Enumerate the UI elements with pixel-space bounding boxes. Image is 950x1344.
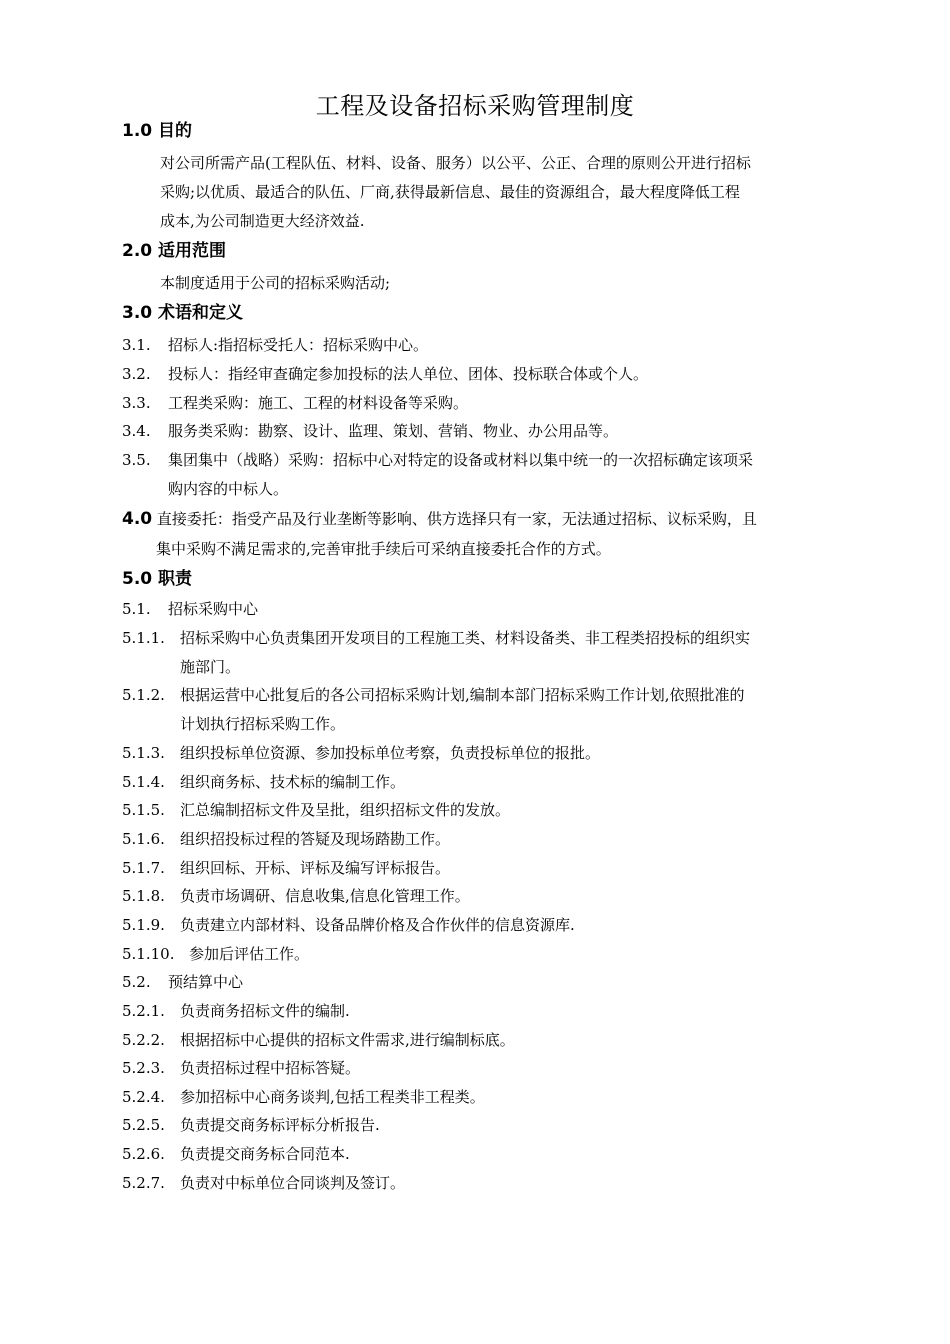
list-item [122, 1029, 515, 1051]
item-text: 投标人：指经审查确定参加投标的法人单位、团体、投标联合体或个人。 [168, 365, 649, 383]
list-item [122, 1086, 485, 1108]
item-text: 工程类采购：施工、工程的材料设备等采购。 [168, 394, 469, 412]
item-text: 参加招标中心商务谈判,包括工程类非工程类。 [180, 1088, 485, 1106]
item-number: 5.1.7. [122, 859, 165, 877]
item-text: 负责提交商务标合同范本. [180, 1145, 350, 1163]
item-number: 5.1.6. [122, 830, 165, 848]
item-number: 5.1.8. [122, 887, 165, 905]
list-item [122, 771, 405, 793]
list-item [122, 392, 468, 414]
item-number: 5.1.9. [122, 916, 165, 934]
list-item [122, 828, 450, 850]
item-text: 招标采购中心 [168, 600, 259, 618]
item-number: 5.2.5. [122, 1116, 165, 1134]
paragraph-line: 成本,为公司制造更大经济效益. [160, 212, 365, 230]
item-number: 5.1.2. [122, 686, 165, 704]
subsection-heading [122, 598, 258, 620]
paragraph-text: 直接委托：指受产品及行业垄断等影响、供方选择只有一家，无法通过招标、议标采购，且 [156, 510, 757, 528]
list-item [122, 742, 600, 764]
item-text: 组织回标、开标、评标及编写评标报告。 [180, 859, 451, 877]
item-text: 负责对中标单位合同谈判及签订。 [180, 1174, 406, 1192]
list-item [122, 799, 510, 821]
section-heading-5: 5.0 职责 [122, 569, 193, 589]
list-item [122, 1143, 350, 1165]
paragraph-line: 对公司所需产品(工程队伍、材料、设备、服务）以公平、公正、合理的原则公开进行招标 [160, 154, 751, 172]
list-item [122, 1114, 380, 1136]
item-number: 5.2.4. [122, 1088, 165, 1106]
item-text: 负责建立内部材料、设备品牌价格及合作伙伴的信息资源库. [180, 916, 575, 934]
item-number: 5.1.3. [122, 744, 165, 762]
item-number: 3.1. [122, 336, 151, 354]
item-text: 预结算中心 [168, 973, 244, 991]
list-item [122, 1172, 405, 1194]
list-item [122, 684, 745, 706]
document-title: 工程及设备招标采购管理制度 [315, 92, 635, 120]
list-item [122, 420, 618, 442]
list-item [122, 627, 750, 649]
item-number: 5.2.6. [122, 1145, 165, 1163]
item-number: 5.1.4. [122, 773, 165, 791]
item-continuation: 施部门。 [180, 658, 241, 676]
list-item [122, 363, 648, 385]
list-item [122, 857, 450, 879]
section-heading-2: 2.0 适用范围 [122, 241, 227, 261]
item-text: 招标采购中心负责集团开发项目的工程施工类、材料设备类、非工程类招投标的组织实 [180, 629, 751, 647]
item-number: 5.2. [122, 973, 151, 991]
item-text: 根据招标中心提供的招标文件需求,进行编制标底。 [180, 1031, 515, 1049]
item-text: 集团集中（战略）采购：招标中心对特定的设备或材料以集中统一的一次招标确定该项采 [168, 451, 754, 469]
paragraph-line: 采购;以优质、最适合的队伍、厂商,获得最新信息、最佳的资源组合，最大程度降低工程 [160, 183, 740, 201]
item-text: 负责市场调研、信息收集,信息化管理工作。 [180, 887, 470, 905]
item-number: 5.2.1. [122, 1002, 165, 1020]
item-number: 5.1.5. [122, 801, 165, 819]
item-text: 组织商务标、技术标的编制工作。 [180, 773, 406, 791]
item-text: 负责提交商务标评标分析报告. [180, 1116, 380, 1134]
item-text: 服务类采购：勘察、设计、监理、策划、营销、物业、办公用品等。 [168, 422, 619, 440]
item-number: 3.5. [122, 451, 151, 469]
list-item [122, 1000, 350, 1022]
list-item [122, 914, 575, 936]
section-heading-3: 3.0 术语和定义 [122, 303, 244, 323]
item-number: 5.2.7. [122, 1174, 165, 1192]
item-number: 5.2.3. [122, 1059, 165, 1077]
item-text: 汇总编制招标文件及呈批，组织招标文件的发放。 [180, 801, 511, 819]
section-4-line [122, 508, 757, 530]
list-item [122, 885, 470, 907]
item-text: 参加后评估工作。 [189, 945, 310, 963]
item-continuation: 购内容的中标人。 [168, 480, 289, 498]
list-item [122, 1057, 360, 1079]
item-text: 组织招投标过程的答疑及现场踏勘工作。 [180, 830, 451, 848]
paragraph-line: 集中采购不满足需求的,完善审批手续后可采纳直接委托合作的方式。 [156, 540, 611, 558]
item-number: 3.2. [122, 365, 151, 383]
item-continuation: 计划执行招标采购工作。 [180, 715, 346, 733]
section-number: 4.0 [122, 509, 153, 529]
item-text: 负责商务招标文件的编制. [180, 1002, 350, 1020]
subsection-heading [122, 971, 243, 993]
item-number: 3.4. [122, 422, 151, 440]
list-item [122, 943, 309, 965]
list-item [122, 449, 753, 471]
list-item [122, 334, 428, 356]
section-heading-1: 1.0 目的 [122, 121, 193, 141]
item-number: 5.1. [122, 600, 151, 618]
item-text: 根据运营中心批复后的各公司招标采购计划,编制本部门招标采购工作计划,依照批准的 [180, 686, 745, 704]
item-number: 5.1.10. [122, 945, 175, 963]
paragraph-line: 本制度适用于公司的招标采购活动; [160, 274, 391, 292]
item-number: 5.2.2. [122, 1031, 165, 1049]
item-number: 3.3. [122, 394, 151, 412]
item-text: 招标人:指招标受托人：招标采购中心。 [168, 336, 429, 354]
item-text: 负责招标过程中招标答疑。 [180, 1059, 361, 1077]
item-text: 组织投标单位资源、参加投标单位考察，负责投标单位的报批。 [180, 744, 601, 762]
item-number: 5.1.1. [122, 629, 165, 647]
